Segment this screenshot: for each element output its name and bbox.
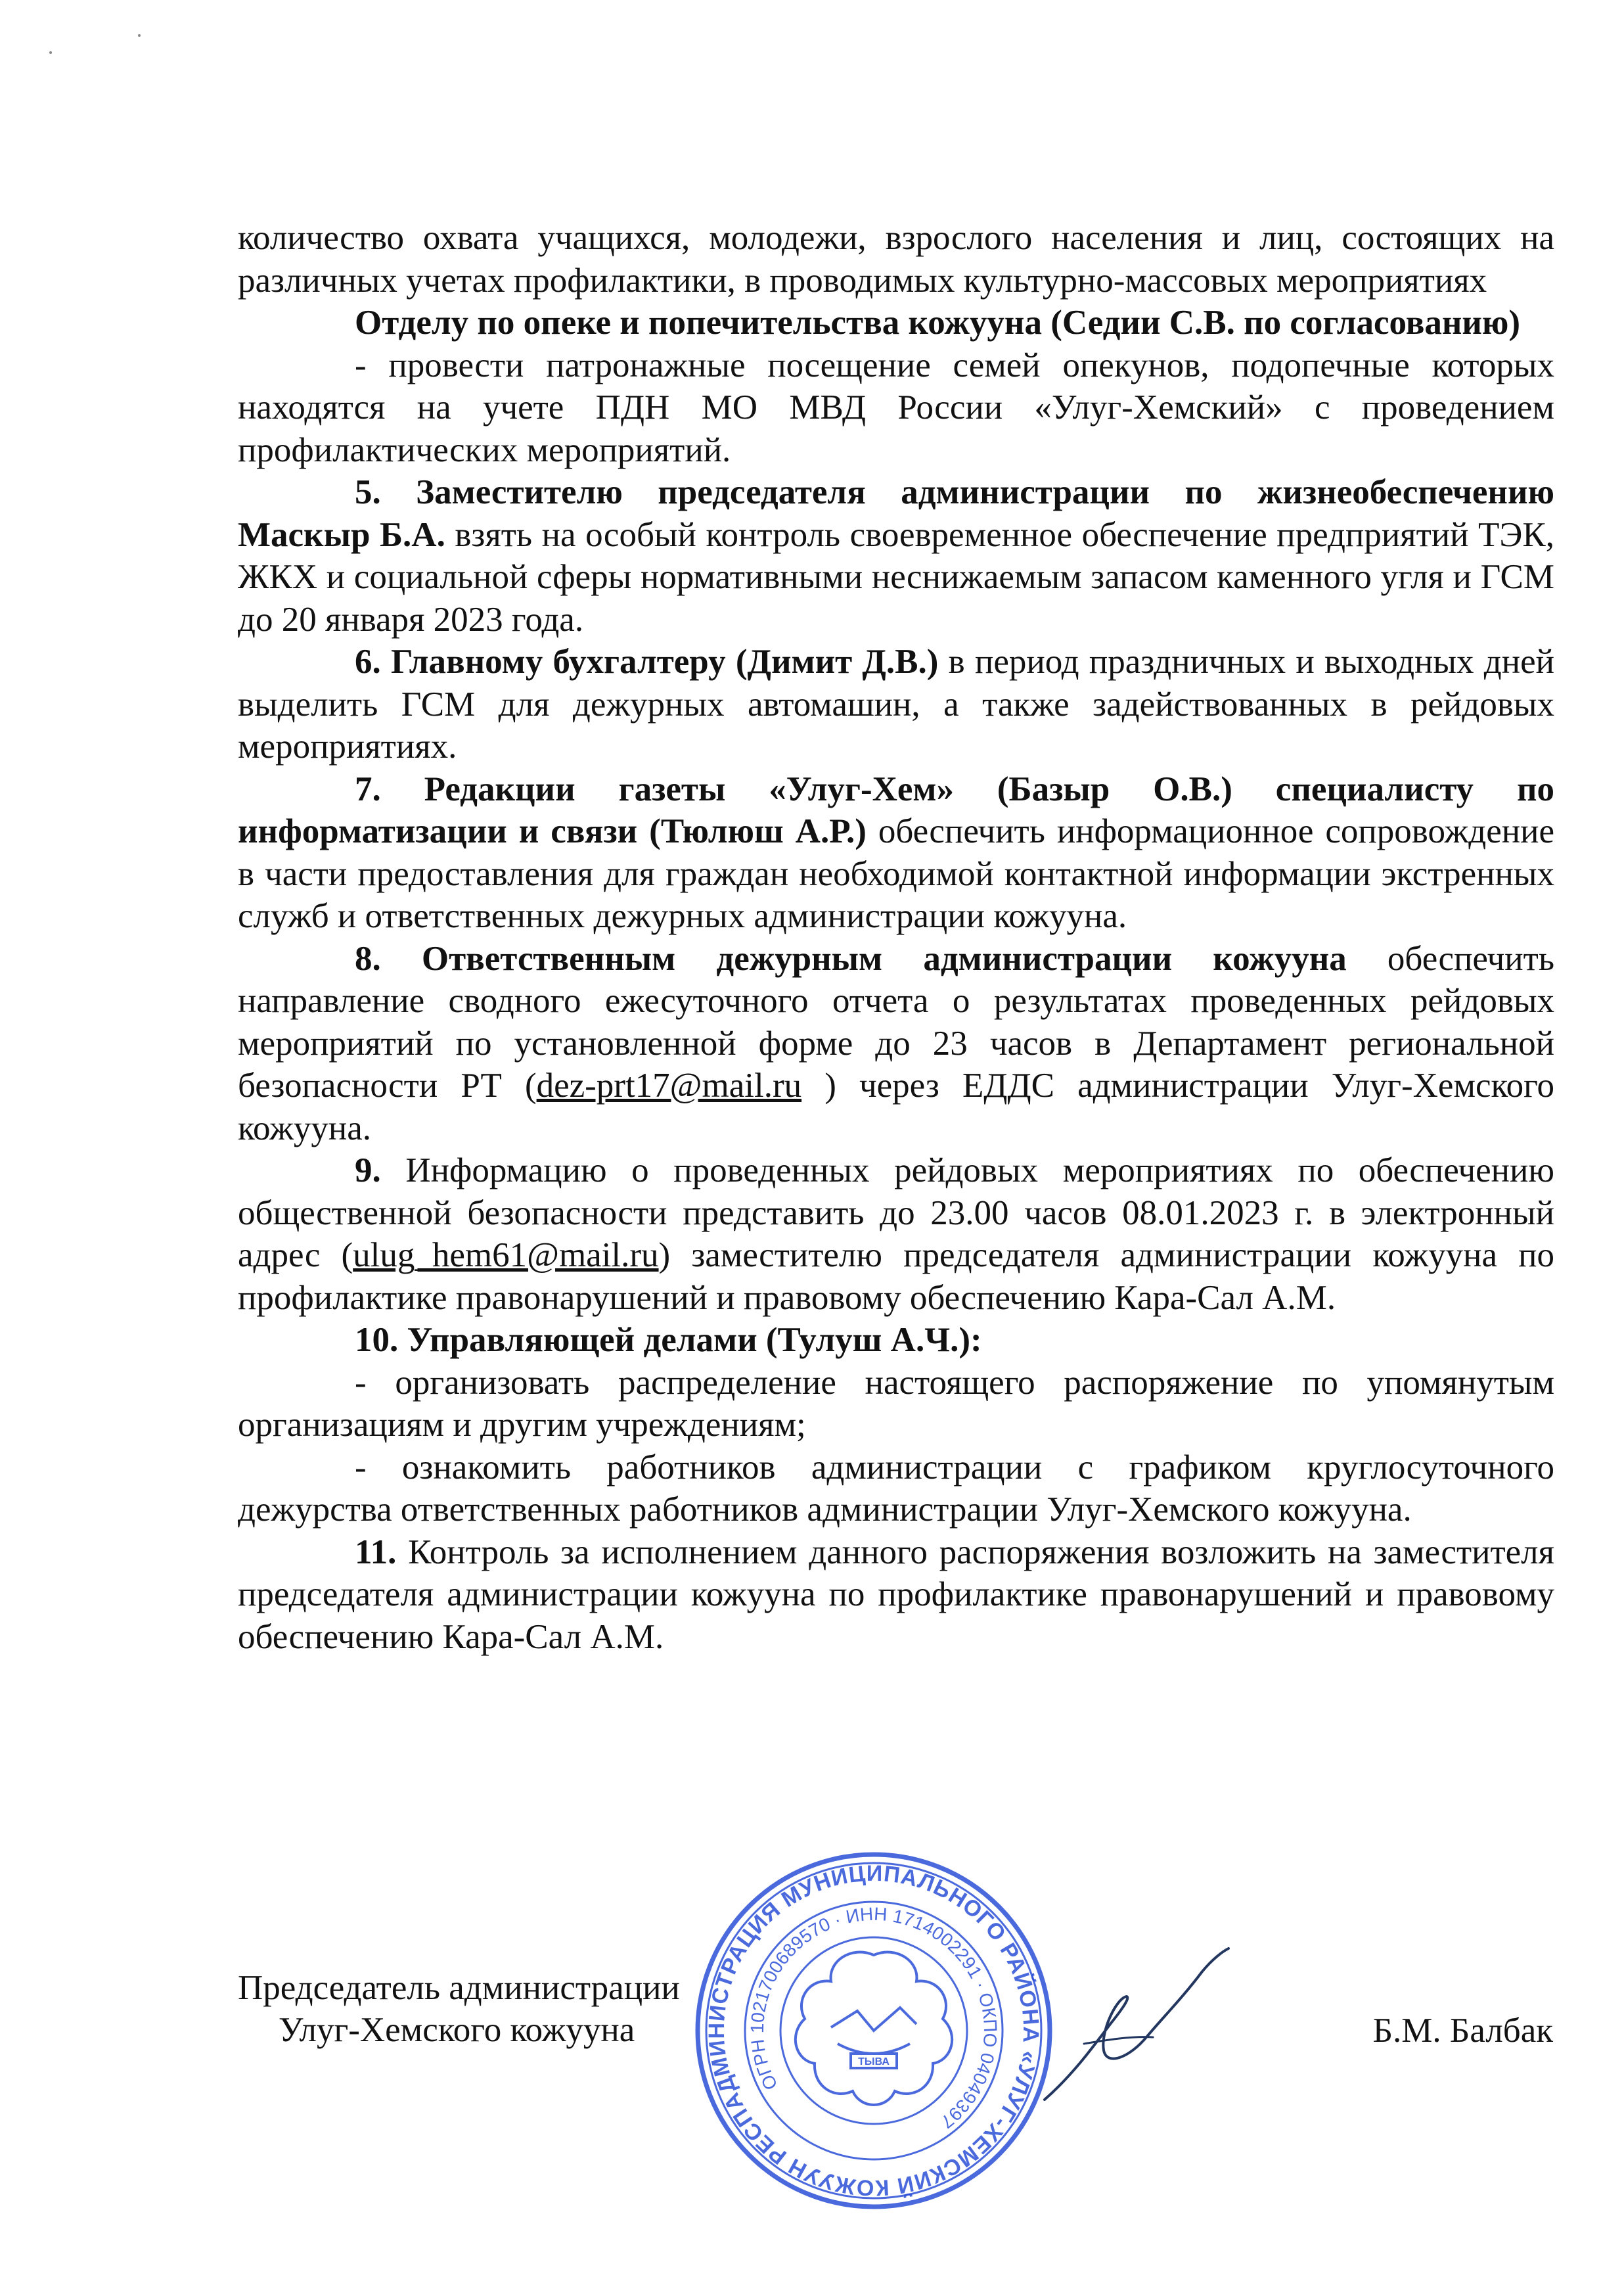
heading-item-10: 10. Управляющей делами (Тулуш А.Ч.): [355,1321,982,1359]
paragraph-item-11 [238,1531,1554,1659]
email-link-ulug-hem61[interactable]: ulug_hem61@mail.ru [353,1236,659,1274]
paragraph-item-10-a: - организовать распределение настоящего распоряжение по упомянутым организациям и другим учреждениям; [238,1363,1554,1444]
stamp-center-label: ТЫВА [858,2056,890,2067]
signatory-title-line2: Улуг-Хемского кожууна [279,2011,635,2049]
stamp-outer-text: АДМИНИСТРАЦИЯ МУНИЦИПАЛЬНОГО РАЙОНА «УЛУГ-ХЕМСКИЙ КОЖУУН РЕСПУБЛИКИ [704,1860,1044,2201]
item-9-text-a: Информацию о проведенных рейдовых мероприятиях по обеспечению общественной безопасности представить до 23.00 часов 08.01.2023 г. в электронный адрес ( [238,1151,1554,1274]
item-5-addressee: 5. Заместителю председателя администрации по жизнеобеспечению Маскыр Б.А. [238,473,1554,554]
item-8-text-a: обеспечить направление сводного ежесуточного отчета о результатах проведенных рейдовых мероприятий по установленной форме до 23 часов в Департамент региональной безопасности РТ ( [238,939,1554,1105]
stamp-inner-text: ОГРН 1021700689570 · ИНН 1714002291 · ОКПО 04049397 [746,1903,1001,2132]
stamp-emblem-icon [796,1952,952,2105]
paragraph-continuation: количество охвата учащихся, молодежи, взрослого населения и лиц, состоящих на различных учетах профилактики, в проводимых культурно-массовых мероприятиях [238,219,1554,300]
paragraph-item-7 [238,768,1554,938]
paragraph-item-5 [238,471,1554,641]
paragraph-patronage-visits: - провести патронажные посещение семей опекунов, подопечные которых находятся на учете ПДН МО МВД России «Улуг-Хемский» с проведением профилактических мероприятий. [238,346,1554,469]
signatory-title-line1: Председатель администрации [238,1969,680,2007]
signatory-name: Б.М. Балбак [1372,2012,1553,2050]
signatory-title [238,1967,680,2051]
item-7-addressee: 7. Редакции газеты «Улуг-Хем» (Базыр О.В.) специалисту по информатизации и связи (Тюлюш А.Р.) [238,770,1554,850]
item-9-text-b: ) заместителю председателя администрации кожууна по профилактике правонарушений и правовому обеспечению Кара-Сал А.М. [238,1236,1554,1317]
document-body [238,217,1554,1658]
scan-speck [49,51,52,54]
email-link-dez-prt17[interactable]: dez-prt17@mail.ru [536,1067,802,1105]
item-11-text: Контроль за исполнением данного распоряжения возложить на заместителя председателя администрации кожууна по профилактике правонарушений и правовому обеспечению Кара-Сал А.М. [238,1532,1554,1656]
paragraph-item-10-b: - ознакомить работников администрации с графиком круглосуточного дежурства ответственных работников администрации Улуг-Хемского кожууна. [238,1448,1554,1529]
item-6-addressee: 6. Главному бухгалтеру (Димит Д.В.) [355,643,939,681]
item-11-number: 11. [355,1532,397,1571]
item-6-text: в период праздничных и выходных дней выделить ГСМ для дежурных автомашин, а также задействованных в рейдовых мероприятиях. [238,643,1554,766]
heading-guardianship-department: Отделу по опеке и попечительства кожууна (Седии С.В. по согласованию) [355,304,1521,342]
official-stamp [690,1847,1058,2215]
item-7-text: обеспечить информационное сопровождение в части предоставления для граждан необходимой контактной информации экстренных служб и ответственных дежурных администрации кожууна. [238,812,1554,935]
paragraph-item-9 [238,1149,1554,1319]
paragraph-item-6 [238,641,1554,768]
handwritten-signature [1031,1945,1242,2109]
item-9-number: 9. [355,1151,381,1189]
item-8-text-b: ) через ЕДДС администрации Улуг-Хемского кожууна. [238,1067,1554,1147]
item-5-text: взять на особый контроль своевременное обеспечение предприятий ТЭК, ЖКХ и социальной сферы нормативными неснижаемым запасом каменного угля и ГСМ до 20 января 2023 года. [238,515,1554,639]
scan-speck [138,34,141,37]
paragraph-item-8 [238,938,1554,1150]
item-8-addressee: 8. Ответственным дежурным администрации кожууна [355,939,1347,978]
